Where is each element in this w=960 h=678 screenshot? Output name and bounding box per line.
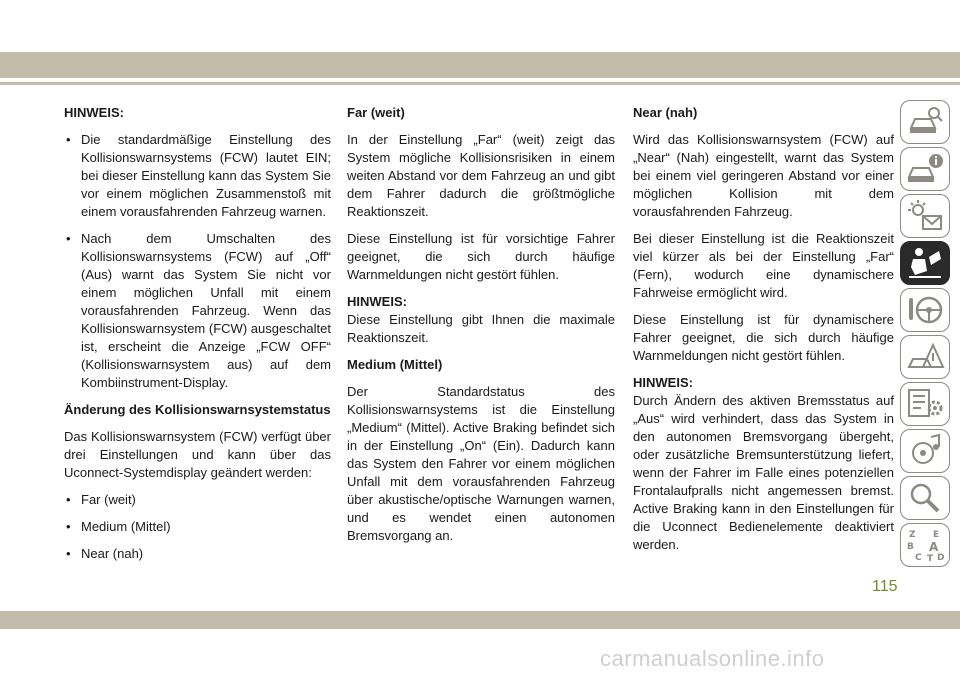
column-right	[633, 104, 894, 563]
header-rule	[0, 82, 960, 85]
maintenance-settings-icon	[905, 386, 945, 422]
chapter-tabs	[900, 100, 952, 570]
hinweis-list	[64, 131, 331, 392]
section-paragraph: Das Kollisionswarnsystem (FCW) verfügt über drei Einstellungen und kann über das Uconnect-Systemdisplay geändert werden:	[64, 429, 331, 480]
car-info-icon	[905, 151, 945, 187]
list-item: • Near (nah)	[64, 545, 331, 563]
list-item: • Far (weit)	[64, 491, 331, 509]
tab-safety[interactable]	[900, 241, 950, 285]
tab-search[interactable]	[900, 476, 950, 520]
header-band	[0, 52, 960, 78]
far-title: Far (weit)	[347, 105, 405, 120]
far-paragraph-1: In der Einstellung „Far“ (weit) zeigt das System mögliche Kollisionsrisiken in einem weiten Abstand vor dem Fahrzeug an und gibt dem Fahrer dadurch die größtmögliche Reaktionszeit.	[347, 132, 615, 219]
hinweis-title: HINWEIS:	[347, 294, 407, 309]
hinweis-title: HINWEIS:	[64, 105, 124, 120]
footer-band	[0, 611, 960, 629]
hinweis-text: Diese Einstellung gibt Ihnen die maximale Reaktionszeit.	[347, 312, 615, 345]
page-number: 115	[872, 578, 898, 595]
tab-warning-lights[interactable]	[900, 194, 950, 238]
tab-vehicle-overview[interactable]	[900, 100, 950, 144]
roadside-warning-icon	[905, 339, 945, 375]
svg-text:C: C	[915, 553, 922, 563]
list-item: • Medium (Mittel)	[64, 518, 331, 536]
section-heading: Änderung des Kollisionswarnsystemstatus	[64, 402, 331, 417]
tab-index[interactable]	[900, 523, 950, 567]
warning-lights-icon	[905, 198, 945, 234]
tab-vehicle-info[interactable]	[900, 147, 950, 191]
steering-wheel-icon	[905, 292, 945, 328]
near-paragraph-1: Wird das Kollisionswarnsystem (FCW) auf „Near“ (Nah) eingestellt, warnt das System bei einem viel geringeren Abstand vor einer möglichen Kollision mit dem vorausfahrenden Fahrzeug.	[633, 132, 894, 219]
safety-airbag-icon	[905, 245, 945, 281]
medium-title: Medium (Mittel)	[347, 357, 443, 372]
multimedia-icon	[905, 433, 945, 469]
near-paragraph-3: Diese Einstellung ist für dynamischere Fahrer geeignet, die sich durch häufige Warnmeldungen nicht gestört fühlen.	[633, 312, 894, 363]
tab-driving[interactable]	[900, 288, 950, 332]
svg-text:B: B	[907, 542, 914, 552]
medium-paragraph: Der Standardstatus des Kollisionswarnsystems ist die Einstellung „Medium“ (Mittel). Active Braking befindet sich in der Einstellung „On“ (Ein). Dadurch kann das System den Fahrer vor einem möglichen Unfall mit dem vorausfahrenden Fahrzeug über akustische/optische Warnungen warnen, und es wendet einen autonomen Bremsvorgang an.	[347, 384, 615, 543]
watermark: carmanualsonline.info	[600, 646, 825, 671]
near-title: Near (nah)	[633, 105, 698, 120]
search-magnifier-icon	[905, 480, 945, 516]
column-left	[64, 104, 331, 572]
hinweis-title: HINWEIS:	[633, 375, 693, 390]
svg-text:D: D	[937, 553, 945, 563]
svg-text:E: E	[933, 530, 940, 540]
list-item: • Nach dem Umschalten des Kollisionswarnsystems (FCW) auf „Off“ (Aus) warnt das System Sie nicht vor einem möglichen Unfall mit einem vorausfahrenden Fahrzeug. Wenn das Kollisionswarnsystem (FCW) ausgeschaltet ist, erscheint die Anzeige „FCW OFF“ (Kollisionswarnsystem aus) auf dem Kombiinstrument-Display.	[64, 230, 331, 392]
alphabetical-index-icon	[905, 527, 945, 563]
tab-maintenance[interactable]	[900, 382, 950, 426]
settings-list	[64, 491, 331, 563]
tab-multimedia[interactable]	[900, 429, 950, 473]
car-search-icon	[905, 104, 945, 140]
near-paragraph-2: Bei dieser Einstellung ist die Reaktionszeit viel kürzer als bei der Einstellung „Far“ (Fern), wodurch eine dynamischere Fahrweise ermöglicht wird.	[633, 231, 894, 300]
column-middle	[347, 104, 615, 554]
tab-emergency[interactable]	[900, 335, 950, 379]
list-item: • Die standardmäßige Einstellung des Kollisionswarnsystems (FCW) lautet EIN; bei dieser Einstellung kann das System Sie vor einem möglichen Zusammenstoß mit einem vorausfahrenden Fahrzeug warnen.	[64, 131, 331, 221]
hinweis-text: Durch Ändern des aktiven Bremsstatus auf „Aus“ wird verhindert, dass das System in den autonomen Bremsvorgang übergeht, oder zusätzliche Bremsunterstützung liefert, wenn der Fahrer im Falle eines potenziellen Frontalaufpralls nicht angemessen bremst. Active Braking kann in den Einstellungen für die Uconnect Bedienelemente deaktiviert werden.	[633, 393, 894, 552]
far-paragraph-2: Diese Einstellung ist für vorsichtige Fahrer geeignet, die sich durch häufige Warnmeldungen nicht gestört fühlen.	[347, 231, 615, 282]
svg-text:Z: Z	[909, 530, 916, 540]
svg-text:A: A	[929, 540, 939, 554]
svg-text:T: T	[927, 554, 934, 563]
